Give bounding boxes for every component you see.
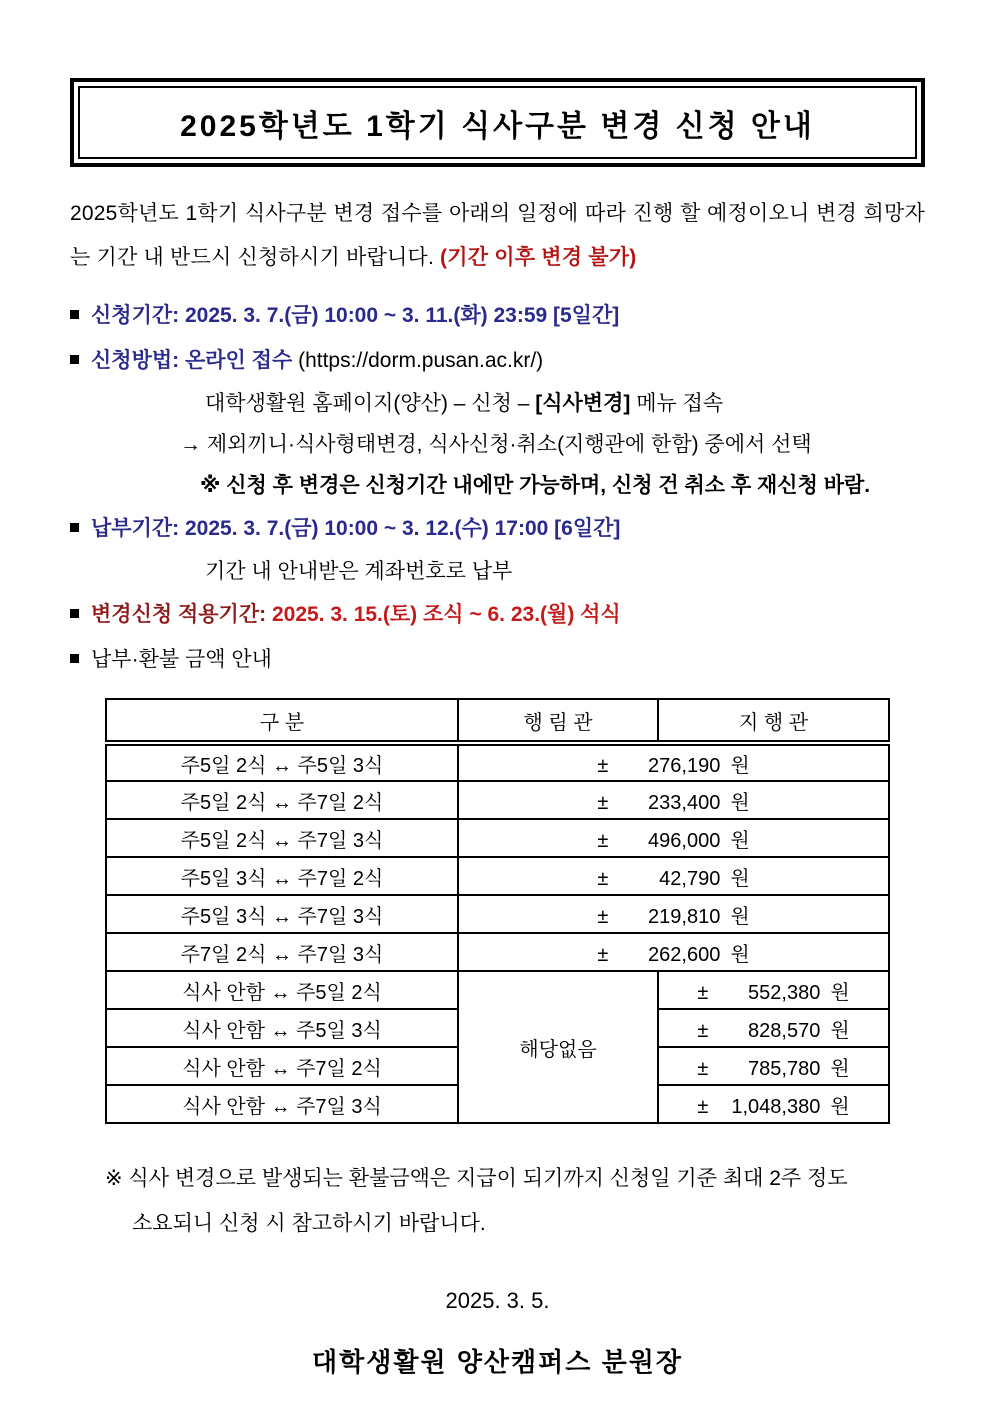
- row-label-cell: 주5일 2식 ↔ 주7일 2식: [106, 781, 458, 819]
- row-label-cell: 식사 안함 ↔ 주7일 2식: [106, 1047, 458, 1085]
- table-row: [106, 743, 889, 781]
- signature: 대학생활원 양산캠퍼스 분원장: [312, 1347, 683, 1377]
- intro-warning: (기간 이후 변경 불가): [440, 246, 637, 269]
- plus-minus-sign: ±: [597, 867, 609, 890]
- row-label-cell: 주5일 3식 ↔ 주7일 2식: [106, 857, 458, 895]
- bullet-apply-method: [70, 338, 925, 383]
- method-caution-line: ※ 신청 후 변경은 신청기간 내에만 가능하며, 신청 건 취소 후 재신청 바람.: [200, 474, 871, 497]
- plus-minus-sign: ±: [597, 943, 609, 966]
- plus-minus-sign: ±: [697, 1019, 709, 1042]
- bullet-square-icon: [70, 523, 79, 532]
- bullet-square-icon: [70, 355, 79, 364]
- currency-unit: 원: [830, 1019, 850, 1042]
- row-label-cell: 식사 안함 ↔ 주5일 2식: [106, 971, 458, 1009]
- plus-minus-sign: ±: [597, 791, 609, 814]
- currency-unit: 원: [730, 905, 750, 928]
- amount-value: 262,600: [648, 943, 721, 966]
- amount-value: 828,570: [748, 1019, 821, 1042]
- plus-minus-sign: ±: [597, 905, 609, 928]
- table-row: [106, 971, 889, 1009]
- plus-minus-sign: ±: [597, 754, 609, 777]
- table-row: [106, 895, 889, 933]
- bullet-square-icon: [70, 310, 79, 319]
- refund-note-line1: ※ 식사 변경으로 발생되는 환불금액은 지급이 되기까지 신청일 기준 최대 2주 정도: [105, 1167, 848, 1190]
- row-label-cell: 주5일 3식 ↔ 주7일 3식: [106, 895, 458, 933]
- amount-cell: [658, 1085, 889, 1123]
- scope-value: 2025. 3. 15.(토) 조식 ~ 6. 23.(월) 석식: [266, 603, 621, 626]
- refund-note-line2: 소요되니 신청 시 참고하시기 바랍니다.: [132, 1212, 486, 1235]
- title-box: [70, 78, 925, 167]
- bullet-change-scope: [70, 592, 925, 637]
- pay-detail-line: 기간 내 안내받은 계좌번호로 납부: [205, 560, 513, 583]
- bullet-square-icon: [70, 654, 79, 663]
- currency-unit: 원: [830, 981, 850, 1004]
- amount-cell: [458, 781, 889, 819]
- row-label-cell: 주7일 2식 ↔ 주7일 3식: [106, 933, 458, 971]
- currency-unit: 원: [830, 1095, 850, 1118]
- header-jihaeng: 지 행 관: [658, 699, 889, 743]
- apply-period-label: 신청기간:: [91, 304, 180, 327]
- amount-value: 552,380: [748, 981, 821, 1004]
- currency-unit: 원: [730, 867, 750, 890]
- plus-minus-sign: ±: [597, 829, 609, 852]
- amount-cell: [458, 819, 889, 857]
- currency-unit: 원: [730, 791, 750, 814]
- intro-text: 2025학년도 1학기 식사구분 변경 접수를 아래의 일정에 따라 진행 할 예정이오니 변경 희망자는 기간 내 반드시 신청하시기 바랍니다.: [70, 202, 925, 269]
- amount-value: 1,048,380: [731, 1095, 821, 1118]
- amount-cell: [658, 1009, 889, 1047]
- method-select-line: → 제외끼니·식사형태변경, 식사신청·취소(지행관에 한함) 중에서 선택: [180, 433, 812, 456]
- amount-cell: [458, 895, 889, 933]
- table-header-row: [106, 699, 889, 743]
- currency-unit: 원: [730, 943, 750, 966]
- header-haengnim: 행 림 관: [458, 699, 658, 743]
- plus-minus-sign: ±: [697, 1095, 709, 1118]
- amount-cell: [658, 1047, 889, 1085]
- method-path-line: [70, 383, 925, 424]
- amount-cell: [458, 857, 889, 895]
- not-applicable-cell: 해당없음: [458, 971, 658, 1123]
- apply-period-value: 2025. 3. 7.(금) 10:00 ~ 3. 11.(화) 23:59 [5일간]: [179, 304, 620, 327]
- amount-value: 219,810: [648, 905, 721, 928]
- table-row: [106, 819, 889, 857]
- method-path-pre: 대학생활원 홈페이지(양산) – 신청 –: [205, 392, 536, 415]
- bullet-pay-period: [70, 506, 925, 551]
- row-label-cell: 식사 안함 ↔ 주7일 3식: [106, 1085, 458, 1123]
- amount-value: 233,400: [648, 791, 721, 814]
- bullet-list: [70, 293, 925, 682]
- apply-method-url: (https://dorm.pusan.ac.kr/): [298, 349, 544, 372]
- apply-method-label: 신청방법:: [91, 349, 180, 372]
- plus-minus-sign: ±: [697, 981, 709, 1004]
- header-category: 구 분: [106, 699, 458, 743]
- amount-value: 496,000: [648, 829, 721, 852]
- plus-minus-sign: ±: [697, 1057, 709, 1080]
- pay-period-label: 납부기간:: [91, 517, 180, 540]
- scope-label: 변경신청 적용기간:: [91, 603, 267, 626]
- currency-unit: 원: [730, 829, 750, 852]
- amount-value: 785,780: [748, 1057, 821, 1080]
- issue-date: 2025. 3. 5.: [445, 1288, 550, 1313]
- method-path-menu: [식사변경]: [535, 392, 631, 415]
- amount-cell: [458, 933, 889, 971]
- fee-table: [105, 698, 890, 1124]
- intro-paragraph: [70, 192, 925, 280]
- currency-unit: 원: [830, 1057, 850, 1080]
- refund-head-text: 납부·환불 금액 안내: [91, 648, 272, 671]
- bullet-refund-head: [70, 637, 925, 682]
- page-title: 2025학년도 1학기 식사구분 변경 신청 안내: [78, 86, 917, 159]
- pay-period-value: 2025. 3. 7.(금) 10:00 ~ 3. 12.(수) 17:00 [6일간]: [179, 517, 621, 540]
- method-path-post: 메뉴 접속: [630, 392, 724, 415]
- amount-cell: [658, 971, 889, 1009]
- amount-value: 276,190: [648, 754, 721, 777]
- currency-unit: 원: [730, 754, 750, 777]
- refund-note: [105, 1156, 925, 1246]
- row-label-cell: 주5일 2식 ↔ 주5일 3식: [106, 743, 458, 781]
- table-row: [106, 857, 889, 895]
- bullet-square-icon: [70, 609, 79, 618]
- table-row: [106, 933, 889, 971]
- table-row: [106, 781, 889, 819]
- row-label-cell: 주5일 2식 ↔ 주7일 3식: [106, 819, 458, 857]
- amount-value: 42,790: [659, 867, 721, 890]
- apply-method-highlight: 온라인 접수: [179, 349, 299, 372]
- row-label-cell: 식사 안함 ↔ 주5일 3식: [106, 1009, 458, 1047]
- amount-cell: [458, 743, 889, 781]
- bullet-apply-period: [70, 293, 925, 338]
